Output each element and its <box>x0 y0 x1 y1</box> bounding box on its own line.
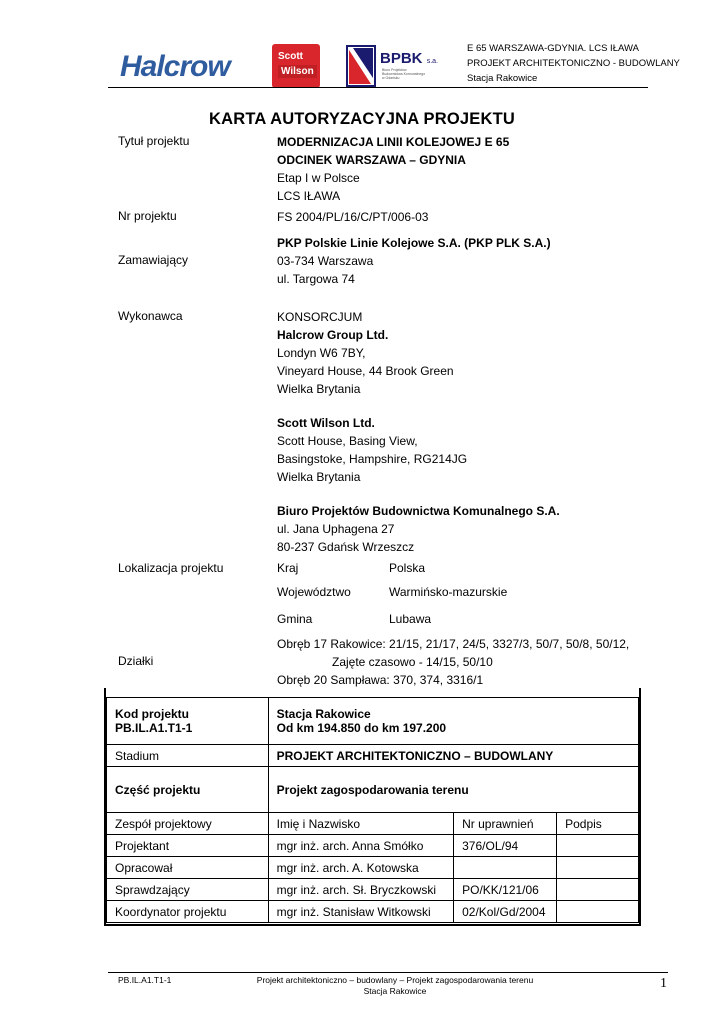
team-role: Projektant <box>107 835 269 857</box>
team-header-signature: Podpis <box>557 813 639 835</box>
plots-line-2: Zajęte czasowo - 14/15, 50/10 <box>332 655 493 669</box>
plots-line-3: Obręb 20 Sampława: 370, 374, 3316/1 <box>277 673 484 687</box>
team-license: 376/OL/94 <box>454 835 557 857</box>
team-name: mgr inż. Stanisław Witkowski <box>268 901 453 923</box>
scott-wilson-logo: Scott Wilson <box>272 44 320 88</box>
page-number: 1 <box>660 976 667 991</box>
team-header-license: Nr uprawnień <box>454 813 557 835</box>
bpbk-logo-subtitle: Biuro Projektów Budownictwa Komunalnego w Gdańsku <box>382 68 426 80</box>
team-license: 02/Kol/Gd/2004 <box>454 901 557 923</box>
page-title: KARTA AUTORYZACYJNA PROJEKTU <box>209 110 515 128</box>
table-row-stage <box>107 745 639 767</box>
part-value: Projekt zagospodarowania terenu <box>268 767 638 813</box>
location-country-value: Polska <box>389 561 426 575</box>
table-row-team-header <box>107 813 639 835</box>
plots-label: Działki <box>118 654 154 668</box>
team-name: mgr inż. arch. A. Kotowska <box>268 857 453 879</box>
table-row <box>107 835 639 857</box>
location-commune-value: Lubawa <box>389 612 432 626</box>
team-signature <box>557 857 639 879</box>
location-country-key: Kraj <box>277 561 299 575</box>
plots-line-1: Obręb 17 Rakowice: 21/15, 21/17, 24/5, 3327/3, 50/7, 50/8, 50/12, <box>277 637 630 651</box>
bpbk-logo-text: BPBK s.a. <box>380 50 438 67</box>
team-role: Sprawdzający <box>107 879 269 901</box>
client-value: PKP Polskie Linie Kolejowe S.A. (PKP PLK S.A.) 03-734 Warszawa ul. Targowa 74 <box>277 236 551 286</box>
location-commune-key: Gmina <box>277 612 313 626</box>
client-label: Zamawiający <box>118 253 189 267</box>
table-row <box>107 879 639 901</box>
team-header-name: Imię i Nazwisko <box>268 813 453 835</box>
contractor-value: KONSORCJUM Halcrow Group Ltd. Londyn W6 7BY, Vineyard House, 44 Brook Green Wielka Brytania <box>277 310 454 396</box>
team-signature <box>557 835 639 857</box>
team-signature <box>557 901 639 923</box>
team-signature <box>557 879 639 901</box>
header-logos <box>120 42 460 87</box>
header-line-1: E 65 WARSZAWA-GDYNIA. LCS IŁAWA <box>467 43 639 54</box>
header-line-3: Stacja Rakowice <box>467 73 538 84</box>
halcrow-logo: Halcrow <box>120 50 230 83</box>
table-row <box>107 857 639 879</box>
authorization-table <box>106 697 639 923</box>
team-role: Opracował <box>107 857 269 879</box>
project-title-value: MODERNIZACJA LINII KOLEJOWEJ E 65 ODCINEK WARSZAWA – GDYNIA Etap I w Polsce LCS IŁAWA <box>277 135 510 203</box>
part-label: Część projektu <box>107 767 269 813</box>
team-header-role: Zespół projektowy <box>107 813 269 835</box>
team-name: mgr inż. arch. Anna Smółko <box>268 835 453 857</box>
project-code-cell: Kod projektu PB.IL.A1.T1-1 <box>107 698 269 745</box>
table-row-part <box>107 767 639 813</box>
contractor-bpbk: Biuro Projektów Budownictwa Komunalnego S.A. ul. Jana Uphagena 27 80-237 Gdańsk Wrzeszcz <box>277 504 560 554</box>
team-license <box>454 857 557 879</box>
location-label: Lokalizacja projektu <box>118 561 224 575</box>
table-row-code <box>107 698 639 745</box>
contractor-label: Wykonawca <box>118 309 183 323</box>
team-license: PO/KK/121/06 <box>454 879 557 901</box>
stage-label: Stadium <box>107 745 269 767</box>
station-cell: Stacja Rakowice Od km 194.850 do km 197.200 <box>268 698 638 745</box>
bpbk-logo-icon <box>345 44 377 88</box>
team-role: Koordynator projektu <box>107 901 269 923</box>
project-title-label: Tytuł projektu <box>118 134 190 148</box>
header-divider <box>108 87 648 88</box>
stage-value: PROJEKT ARCHITEKTONICZNO – BUDOWLANY <box>268 745 638 767</box>
location-province-value: Warmińsko-mazurskie <box>389 585 508 599</box>
contractor-scott: Scott Wilson Ltd. Scott House, Basing View, Basingstoke, Hampshire, RG214JG Wielka Brytania <box>277 416 468 484</box>
project-number-label: Nr projektu <box>118 209 177 223</box>
project-number-value: FS 2004/PL/16/C/PT/006-03 <box>277 210 429 224</box>
footer-code: PB.IL.A1.T1-1 <box>118 975 172 985</box>
location-province-key: Województwo <box>277 585 351 599</box>
table-row <box>107 901 639 923</box>
footer-divider <box>108 972 668 973</box>
header-info <box>467 41 707 86</box>
team-name: mgr inż. arch. Sł. Bryczkowski <box>268 879 453 901</box>
header-line-2: PROJEKT ARCHITEKTONICZNO - BUDOWLANY <box>467 58 680 69</box>
footer-description: Projekt architektoniczno – budowlany – Projekt zagospodarowania terenu Stacja Rakowice <box>256 975 534 996</box>
